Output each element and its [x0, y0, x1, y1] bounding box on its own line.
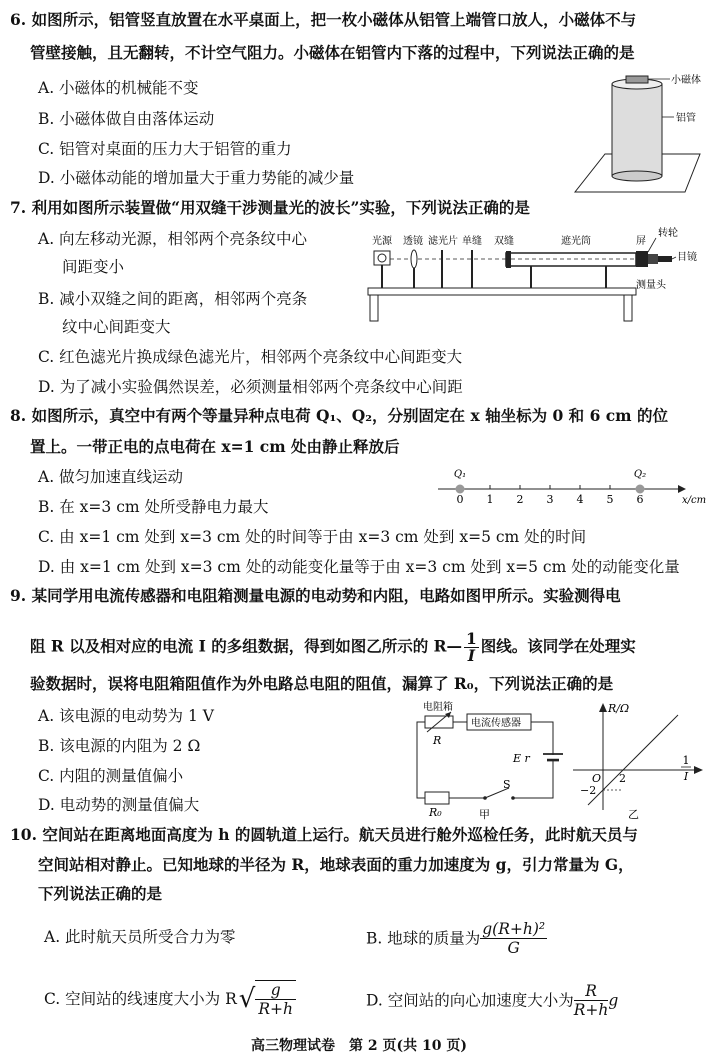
q9-stem-line3: 验数据时，误将电阻箱阻值作为外电路总电阻的阻值，漏算了 R₀，下列说法正确的是 [30, 674, 614, 693]
q8-option-b: B. 在 x=3 cm 处所受静电力最大 [38, 498, 269, 516]
q6-option-c: C. 铝管对桌面的压力大于铝管的重力 [38, 140, 292, 158]
q6-stem-line1: 6. 如图所示，铝管竖直放置在水平桌面上，把一枚小磁体从铝管上端管口放人，小磁体不与 [10, 10, 637, 29]
q9-stem-line1: 9. 某同学用电流传感器和电阻箱测量电源的电动势和内阻，电路如图甲所示。实验测得电 [10, 586, 621, 605]
q7-fig-label-eyepiece: 目镜 [677, 252, 697, 263]
q6-option-d: D. 小磁体动能的增加量大于重力势能的减少量 [38, 169, 355, 187]
page-footer: 高三物理试卷 第 2 页(共 10 页) [251, 1038, 467, 1054]
q8-fig-q2-label: Q₂ [633, 469, 647, 480]
q9-option-d: D. 电动势的测量值偏大 [38, 796, 200, 814]
q8-fig-q1-label: Q₁ [453, 469, 467, 480]
q10-option-b-numerator: g(R+h)² [482, 920, 546, 938]
q7-fig-label-filter: 滤光片 [428, 236, 458, 247]
q10-option-d-suffix: g [608, 991, 619, 1010]
q7-fig-label-light-source: 光源 [372, 236, 392, 247]
q9-fig-er-label: E r [513, 752, 530, 765]
q9-fig-current-sensor-label: 电流传感器 [471, 718, 521, 729]
q6-option-a: A. 小磁体的机械能不变 [38, 79, 199, 97]
q8-stem-line1: 8. 如图所示，真空中有两个等量异种点电荷 Q₁、Q₂，分别固定在 x 轴坐标为 0 和 6 cm 的位 [10, 406, 668, 425]
q10-stem-line3: 下列说法正确的是 [38, 884, 163, 903]
q8-fig-tick-label-2: 2 [516, 493, 524, 506]
q7-figure-interference-apparatus [366, 226, 710, 326]
q7-fig-label-screen: 屏 [636, 236, 646, 247]
q9-fig-y-intercept-label: −2 [580, 784, 597, 797]
q9-option-b: B. 该电源的内阻为 2 Ω [38, 737, 201, 755]
q10-option-c-numerator: g [255, 981, 296, 1000]
q7-option-c: C. 红色滤光片换成绿色滤光片，相邻两个亮条纹中心间距变大 [38, 348, 463, 366]
q9-fig-x-axis-numerator: 1 [682, 754, 690, 767]
q8-fig-tick-label-5: 5 [606, 493, 614, 506]
q6-option-b: B. 小磁体做自由落体运动 [38, 110, 215, 128]
q9-fraction-numerator: 1 [466, 629, 477, 648]
q9-fig-x-axis-denominator: I [683, 770, 689, 783]
q8-option-d: D. 由 x=1 cm 处到 x=3 cm 处的动能变化量等于由 x=3 cm 处到 x=5 cm 处的动能变化量 [38, 558, 680, 576]
q9-fig-r0-label: R₀ [429, 806, 442, 819]
q6-fig-magnet-label: 小磁体 [671, 75, 701, 86]
q8-fig-unit-label: x/cm [682, 495, 707, 506]
q9-option-c: C. 内阻的测量值偏小 [38, 767, 184, 785]
q6-figure-magnet-tube [570, 72, 710, 197]
q10-stem-line2: 空间站相对静止。已知地球的半径为 R，地球表面的重力加速度为 g，引力常量为 G， [38, 855, 634, 874]
q7-stem-line1: 7. 利用如图所示装置做“用双缝干涉测量光的波长”实验，下列说法正确的是 [10, 198, 530, 217]
q10-option-c-prefix: C. 空间站的线速度大小为 R [44, 990, 237, 1008]
q9-stem-line2-b: 图线。该同学在处理实 [480, 636, 636, 656]
q7-option-b-line2: 纹中心间距变大 [62, 318, 171, 336]
q7-option-b-line1: B. 减小双缝之间的距离，相邻两个亮条 [38, 290, 308, 308]
q8-fig-tick-label-3: 3 [546, 493, 554, 506]
q10-option-c [44, 980, 296, 1018]
q8-fig-tick-label-0: 0 [456, 493, 464, 506]
q9-fraction-denominator: I [467, 646, 476, 665]
q10-option-c-sqrt-sign: √ [238, 984, 256, 1014]
q9-fig-resistor-box-label: 电阻箱 [423, 702, 453, 713]
q10-option-d [366, 982, 618, 1019]
q9-figure-graph-yi [568, 700, 713, 825]
q9-fig-r-label: R [433, 734, 442, 747]
q8-option-c: C. 由 x=1 cm 处到 x=3 cm 处的时间等于由 x=3 cm 处到 x=5 cm 处的时间 [38, 528, 587, 546]
q10-stem-line1: 10. 空间站在距离地面高度为 h 的圆轨道上运行。航天员进行舱外巡检任务，此时航天员与 [10, 825, 638, 844]
q9-fig-y-axis-label: R/Ω [608, 702, 630, 715]
q9-fig-jia-caption: 甲 [479, 808, 490, 820]
q7-option-a-line1: A. 向左移动光源，相邻两个亮条纹中心 [38, 230, 308, 248]
q10-option-d-denominator: R+h [573, 1001, 609, 1019]
q10-option-d-fraction [574, 982, 609, 1019]
q8-figure-x-axis [430, 465, 710, 507]
q9-fig-yi-caption: 乙 [628, 808, 639, 821]
q10-option-d-prefix: D. 空间站的向心加速度大小为 [366, 991, 574, 1010]
q10-option-b-denominator: G [507, 939, 520, 957]
q6-stem-line2: 管壁接触，且无翻转，不计空气阻力。小磁体在铝管内下落的过程中，下列说法正确的是 [30, 43, 635, 62]
q7-fig-label-double-slit: 双缝 [494, 236, 514, 247]
q10-option-c-denominator: R+h [258, 1000, 293, 1018]
q10-option-c-fraction [255, 980, 296, 1018]
q8-fig-tick-label-6: 6 [636, 493, 644, 506]
q9-fraction-1-over-i [464, 631, 479, 664]
q9-fig-x-intercept-label: 2 [619, 772, 626, 785]
q8-fig-tick-label-1: 1 [486, 493, 494, 506]
q9-stem-line2-a: 阻 R 以及相对应的电流 I 的多组数据，得到如图乙所示的 R— [30, 636, 462, 656]
q9-stem-line2 [30, 631, 636, 664]
q10-option-a: A. 此时航天员所受合力为零 [44, 928, 236, 946]
q10-option-b-prefix: B. 地球的质量为 [366, 929, 481, 948]
q7-option-a-line2: 间距变小 [62, 258, 125, 276]
q7-option-d: D. 为了减小实验偶然误差，必须测量相邻两个亮条纹中心间距 [38, 378, 463, 396]
q7-fig-label-wheel: 转轮 [658, 228, 678, 239]
q7-fig-label-single-slit: 单缝 [462, 236, 482, 247]
q8-fig-tick-label-4: 4 [576, 493, 584, 506]
q9-fig-origin-label: O [592, 772, 602, 785]
q7-fig-label-tube: 遮光筒 [561, 236, 591, 247]
q6-fig-tube-label: 铝管 [676, 113, 696, 124]
q10-option-b [366, 920, 547, 957]
q9-option-a: A. 该电源的电动势为 1 V [38, 707, 214, 725]
q10-option-b-fraction [480, 920, 547, 957]
q7-fig-label-measuring-head: 测量头 [636, 280, 666, 291]
q9-fig-switch-label: S [503, 778, 511, 791]
q8-stem-line2: 置上。一带正电的点电荷在 x=1 cm 处由静止释放后 [30, 437, 400, 456]
q7-fig-label-lens: 透镜 [403, 236, 423, 247]
q9-figure-circuit-jia [405, 700, 567, 820]
q10-option-d-numerator: R [574, 982, 609, 1001]
q8-option-a: A. 做匀加速直线运动 [38, 468, 184, 486]
